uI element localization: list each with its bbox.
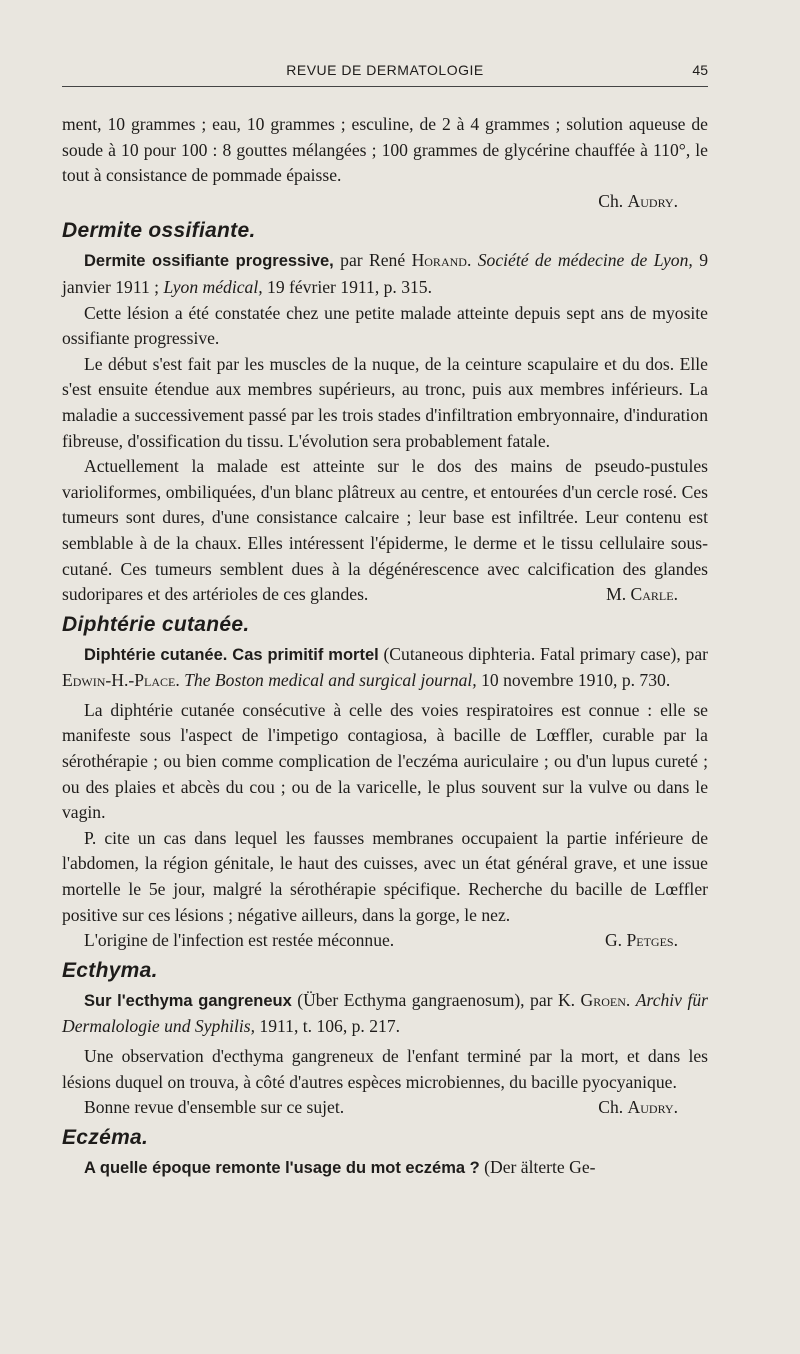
page-number: 45 <box>692 62 708 78</box>
signature-name: Petges. <box>626 930 678 951</box>
heading-dermite: Dermite ossifiante. <box>62 219 256 243</box>
journal-name: Lyon médical, <box>163 276 263 297</box>
article-citation <box>62 988 708 1040</box>
paragraph: Une observation d'ecthyma gangreneux de l'enfant terminé par la mort, et dans les lésions duquel on trouva, à côté d'autres espèces microbiennes, du bacille pyocyanique. <box>62 1046 708 1092</box>
journal-name: The Boston medical and surgical journal, <box>184 670 477 691</box>
paragraph: Cette lésion a été constatée chez une petite malade atteinte depuis sept ans de myosite ossifiante progressive. <box>62 302 708 349</box>
citation-text: (Der älterte Ge- <box>479 1156 596 1177</box>
intro-signature <box>62 189 678 215</box>
journal-name: Archiv für Dermalologie und Syphilis, <box>62 989 708 1037</box>
intro-paragraph: ment, 10 grammes ; eau, 10 grammes ; esculine, de 2 à 4 grammes ; solution aqueuse de soude à 10 pour 100 : 8 gouttes mélangées ; 100 grammes de glycérine chauffée à 110°, le tout à consistance de pommade épaisse. <box>62 114 708 186</box>
signature-name: Carle. <box>630 584 678 605</box>
paragraph <box>62 1095 708 1121</box>
paragraph-text: Actuellement la malade est atteinte sur le dos des mains de pseudo-pustules varioliformes, ombiliquées, d'un blanc plâtreux au centre, et entourées d'un cercle rosé. Ces tumeurs sont dures, d'une consistance calcaire ; leur base est infiltrée. Leur contenu est semblable à de la chaux. Elles intéressent l'épiderme, le derme et le tissu cellulaire sous-cutané. Ces tumeurs semblent dues à la dégénérescence avec calcification des glandes sudoripares et des artérioles de ces glandes. <box>62 456 708 605</box>
heading-diphterie: Diphtérie cutanée. <box>62 612 250 636</box>
signature-initial: G. <box>604 930 623 951</box>
citation-text: . <box>625 989 636 1010</box>
signature-initial: M. <box>606 584 627 605</box>
journal-name: Société de médecine de Lyon, <box>477 250 693 271</box>
heading-ecthyma: Ecthyma. <box>62 958 158 982</box>
citation-ref: 10 novembre 1910, p. 730. <box>476 670 671 691</box>
signature <box>584 582 678 608</box>
citation-text: par René <box>333 250 412 271</box>
author-name: Groen <box>580 989 626 1010</box>
article-title: A quelle époque remonte l'usage du mot eczéma ? <box>84 1158 480 1177</box>
citation-text: (Cutaneous diphteria. Fatal primary case), par <box>378 643 709 664</box>
article-title: Diphtérie cutanée. Cas primitif mortel <box>84 645 379 664</box>
citation-ref: 19 février 1911, p. 315. <box>262 276 433 297</box>
paragraph: P. cite un cas dans lequel les fausses membranes occupaient la partie inférieure de l'abdomen, la région génitale, le haut des cuisses, avec un état général grave, et une issue mortelle le 5e jour, malgré la sérothérapie spécifique. Recherche du bacille de Lœffler positive sur ces lésions ; négative ailleurs, dans la gorge, le nez. <box>62 827 708 925</box>
paragraph: Le début s'est fait par les muscles de la nuque, de la ceinture scapulaire et du dos. Elle s'est ensuite étendue aux membres supérieurs, au tronc, puis aux membres inférieurs. La maladie a successivement passé par les trois stades d'infiltration embryonnaire, d'induration fibreuse, d'ossification du tissu. L'évolution sera probablement fatale. <box>62 353 708 451</box>
paragraph: La diphtérie cutanée consécutive à celle des voies respiratoires est connue : elle se manifeste sous l'aspect de l'impetigo contagiosa, à bacille de Lœffler, curable par la sérothérapie ; ou bien comme complication de l'eczéma auriculaire ; ou d'un lupus cureté ; ou des plaies et abcès du cou ; ou de la varicelle, le plus souvent sur la vulve ou dans le vagin. <box>62 699 708 823</box>
article-citation <box>62 1155 708 1182</box>
author-name: Horand <box>411 250 467 271</box>
paragraph-text: L'origine de l'infection est restée méconnue. <box>84 930 395 951</box>
paragraph <box>62 928 708 954</box>
page-body <box>62 112 708 1181</box>
signature <box>576 1095 678 1121</box>
article-citation <box>62 642 708 694</box>
signature-name: Audry. <box>627 1097 678 1118</box>
signature <box>583 928 678 954</box>
author-name: Edwin-H.-Place <box>62 670 176 691</box>
signature-initial: Ch. <box>598 190 624 211</box>
citation-text: (Über Ecthyma gangraenosum), par K. <box>291 989 581 1010</box>
heading-eczema: Eczéma. <box>62 1125 149 1149</box>
article-citation <box>62 248 708 300</box>
citation-text: 9 janvier 1911 ; <box>62 250 709 297</box>
paragraph-text: Bonne revue d'ensemble sur ce sujet. <box>84 1097 345 1118</box>
running-header <box>62 60 708 87</box>
journal-title: REVUE DE DERMATOLOGIE <box>286 62 484 78</box>
citation-ref: 1911, t. 106, p. 217. <box>255 1016 401 1037</box>
article-title: Sur l'ecthyma gangreneux <box>84 991 292 1010</box>
signature-initial: Ch. <box>598 1097 624 1118</box>
signature-name: Audry. <box>627 190 678 211</box>
citation-text: . <box>175 670 185 691</box>
citation-text: . <box>466 250 478 271</box>
article-title: Dermite ossifiante progressive, <box>84 252 334 271</box>
paragraph <box>62 454 708 608</box>
